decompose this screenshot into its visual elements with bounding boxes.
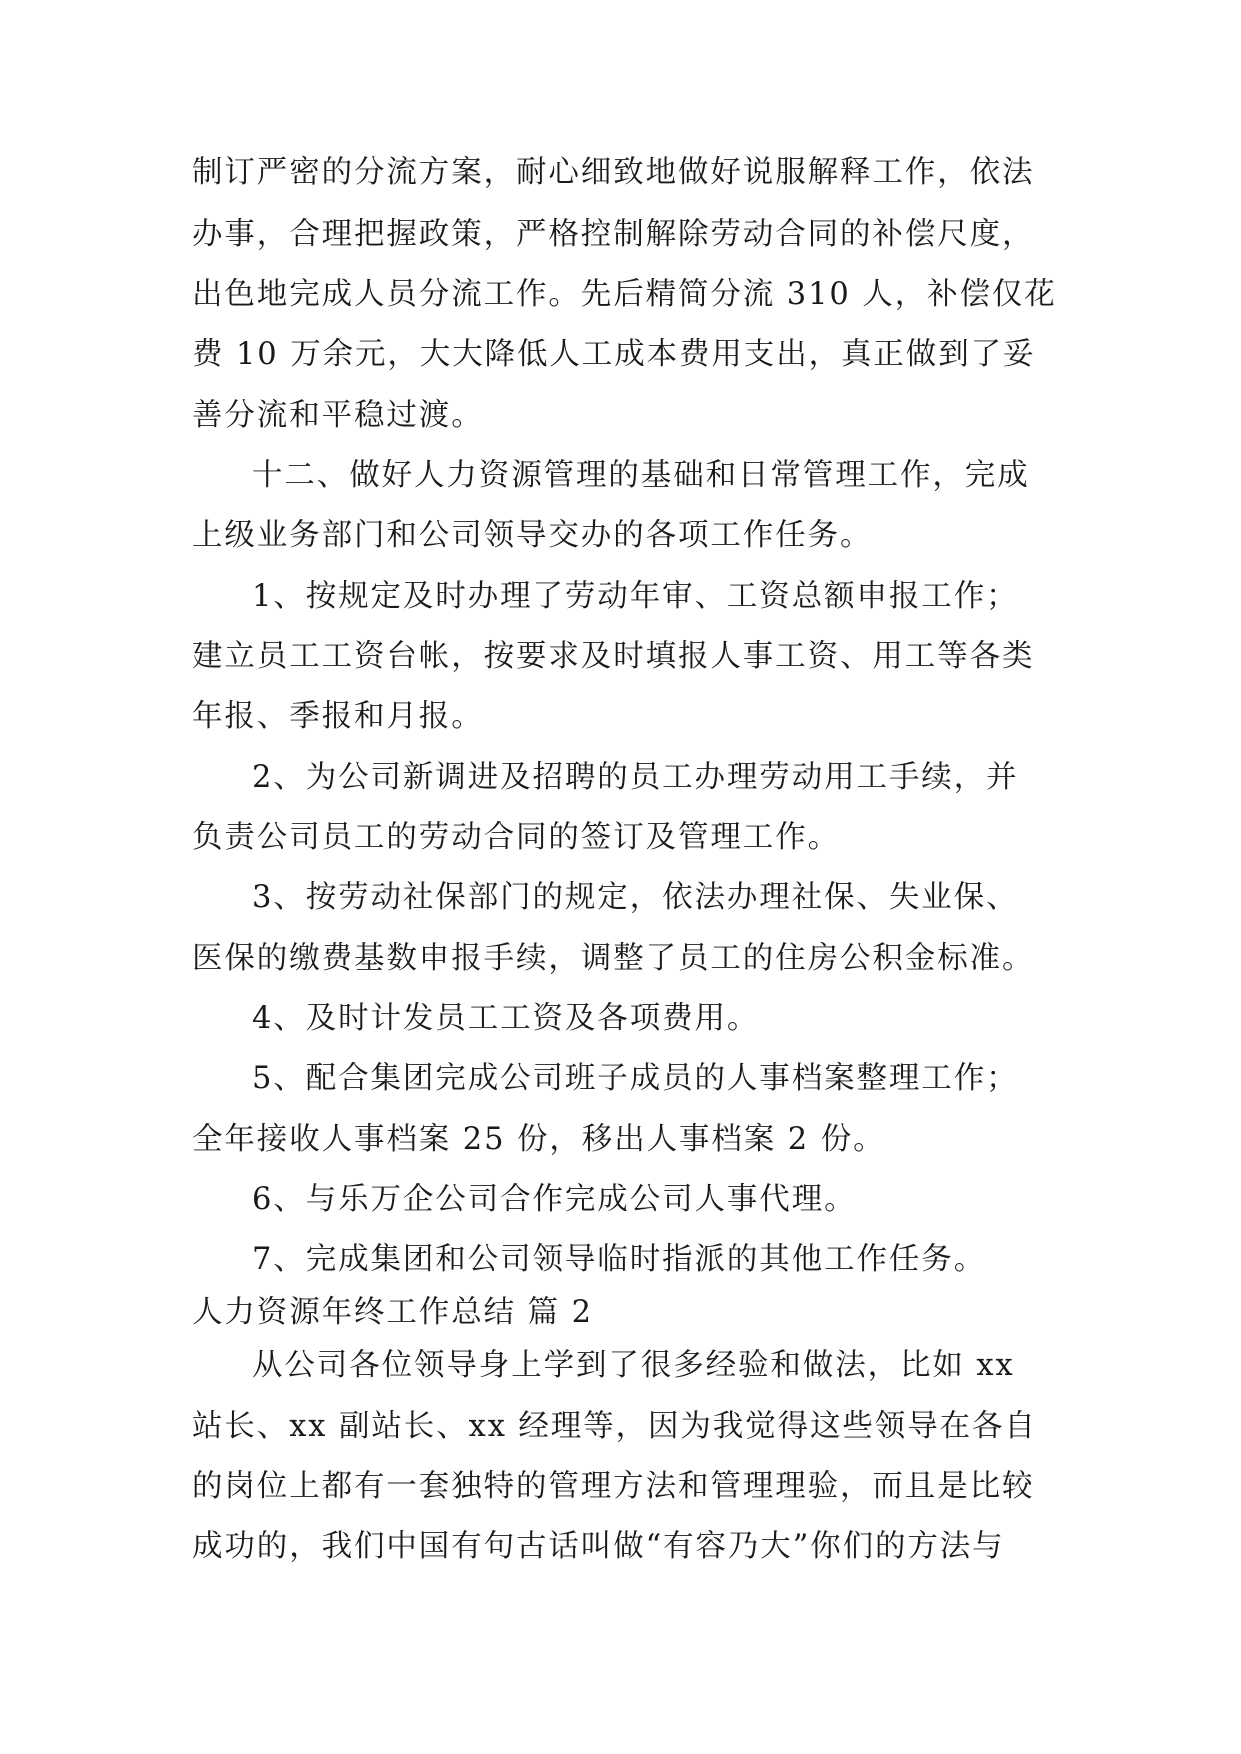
text-line: 全年接收人事档案 25 份，移出人事档案 2 份。 [192,1122,886,1157]
text-line: 站长、xx 副站长、xx 经理等，因为我觉得这些领导在各自 [192,1409,1037,1444]
list-item: 3、按劳动社保部门的规定，依法办理社保、失业保、 [252,880,1019,915]
text-line: 办事，合理把握政策，严格控制解除劳动合同的补偿尺度， [192,217,1035,252]
list-item: 2、为公司新调进及招聘的员工办理劳动用工手续，并 [252,760,1019,795]
text-line: 费 10 万余元，大大降低人工成本费用支出，真正做到了妥 [192,337,1036,372]
text-line: 上级业务部门和公司领导交办的各项工作任务。 [192,518,873,553]
list-item: 1、按规定及时办理了劳动年审、工资总额申报工作； [252,579,1019,614]
text-line: 负责公司员工的劳动合同的签订及管理工作。 [192,820,840,855]
text-line: 制订严密的分流方案，耐心细致地做好说服解释工作，依法 [192,155,1035,190]
list-item: 6、与乐万企公司合作完成公司人事代理。 [252,1182,857,1217]
list-item: 5、配合集团完成公司班子成员的人事档案整理工作； [252,1061,1019,1096]
text-line: 成功的，我们中国有句古话叫做“有容乃大”你们的方法与 [192,1529,1005,1564]
text-line: 医保的缴费基数申报手续，调整了员工的住房公积金标准。 [192,941,1035,976]
paragraph-start: 从公司各位领导身上学到了很多经验和做法，比如 xx [252,1348,1015,1383]
list-item: 4、及时计发员工工资及各项费用。 [252,1001,760,1036]
text-line: 出色地完成人员分流工作。先后精简分流 310 人，补偿仅花 [192,277,1057,312]
list-item: 7、完成集团和公司领导临时指派的其他工作任务。 [252,1242,987,1277]
text-line: 的岗位上都有一套独特的管理方法和管理理验，而且是比较 [192,1469,1035,1504]
text-line: 善分流和平稳过渡。 [192,398,484,433]
section-heading: 十二、做好人力资源管理的基础和日常管理工作，完成 [252,458,1030,493]
section-title: 人力资源年终工作总结 篇 2 [192,1295,593,1330]
text-line: 年报、季报和月报。 [192,699,484,734]
text-line: 建立员工工资台帐，按要求及时填报人事工资、用工等各类 [192,639,1035,674]
